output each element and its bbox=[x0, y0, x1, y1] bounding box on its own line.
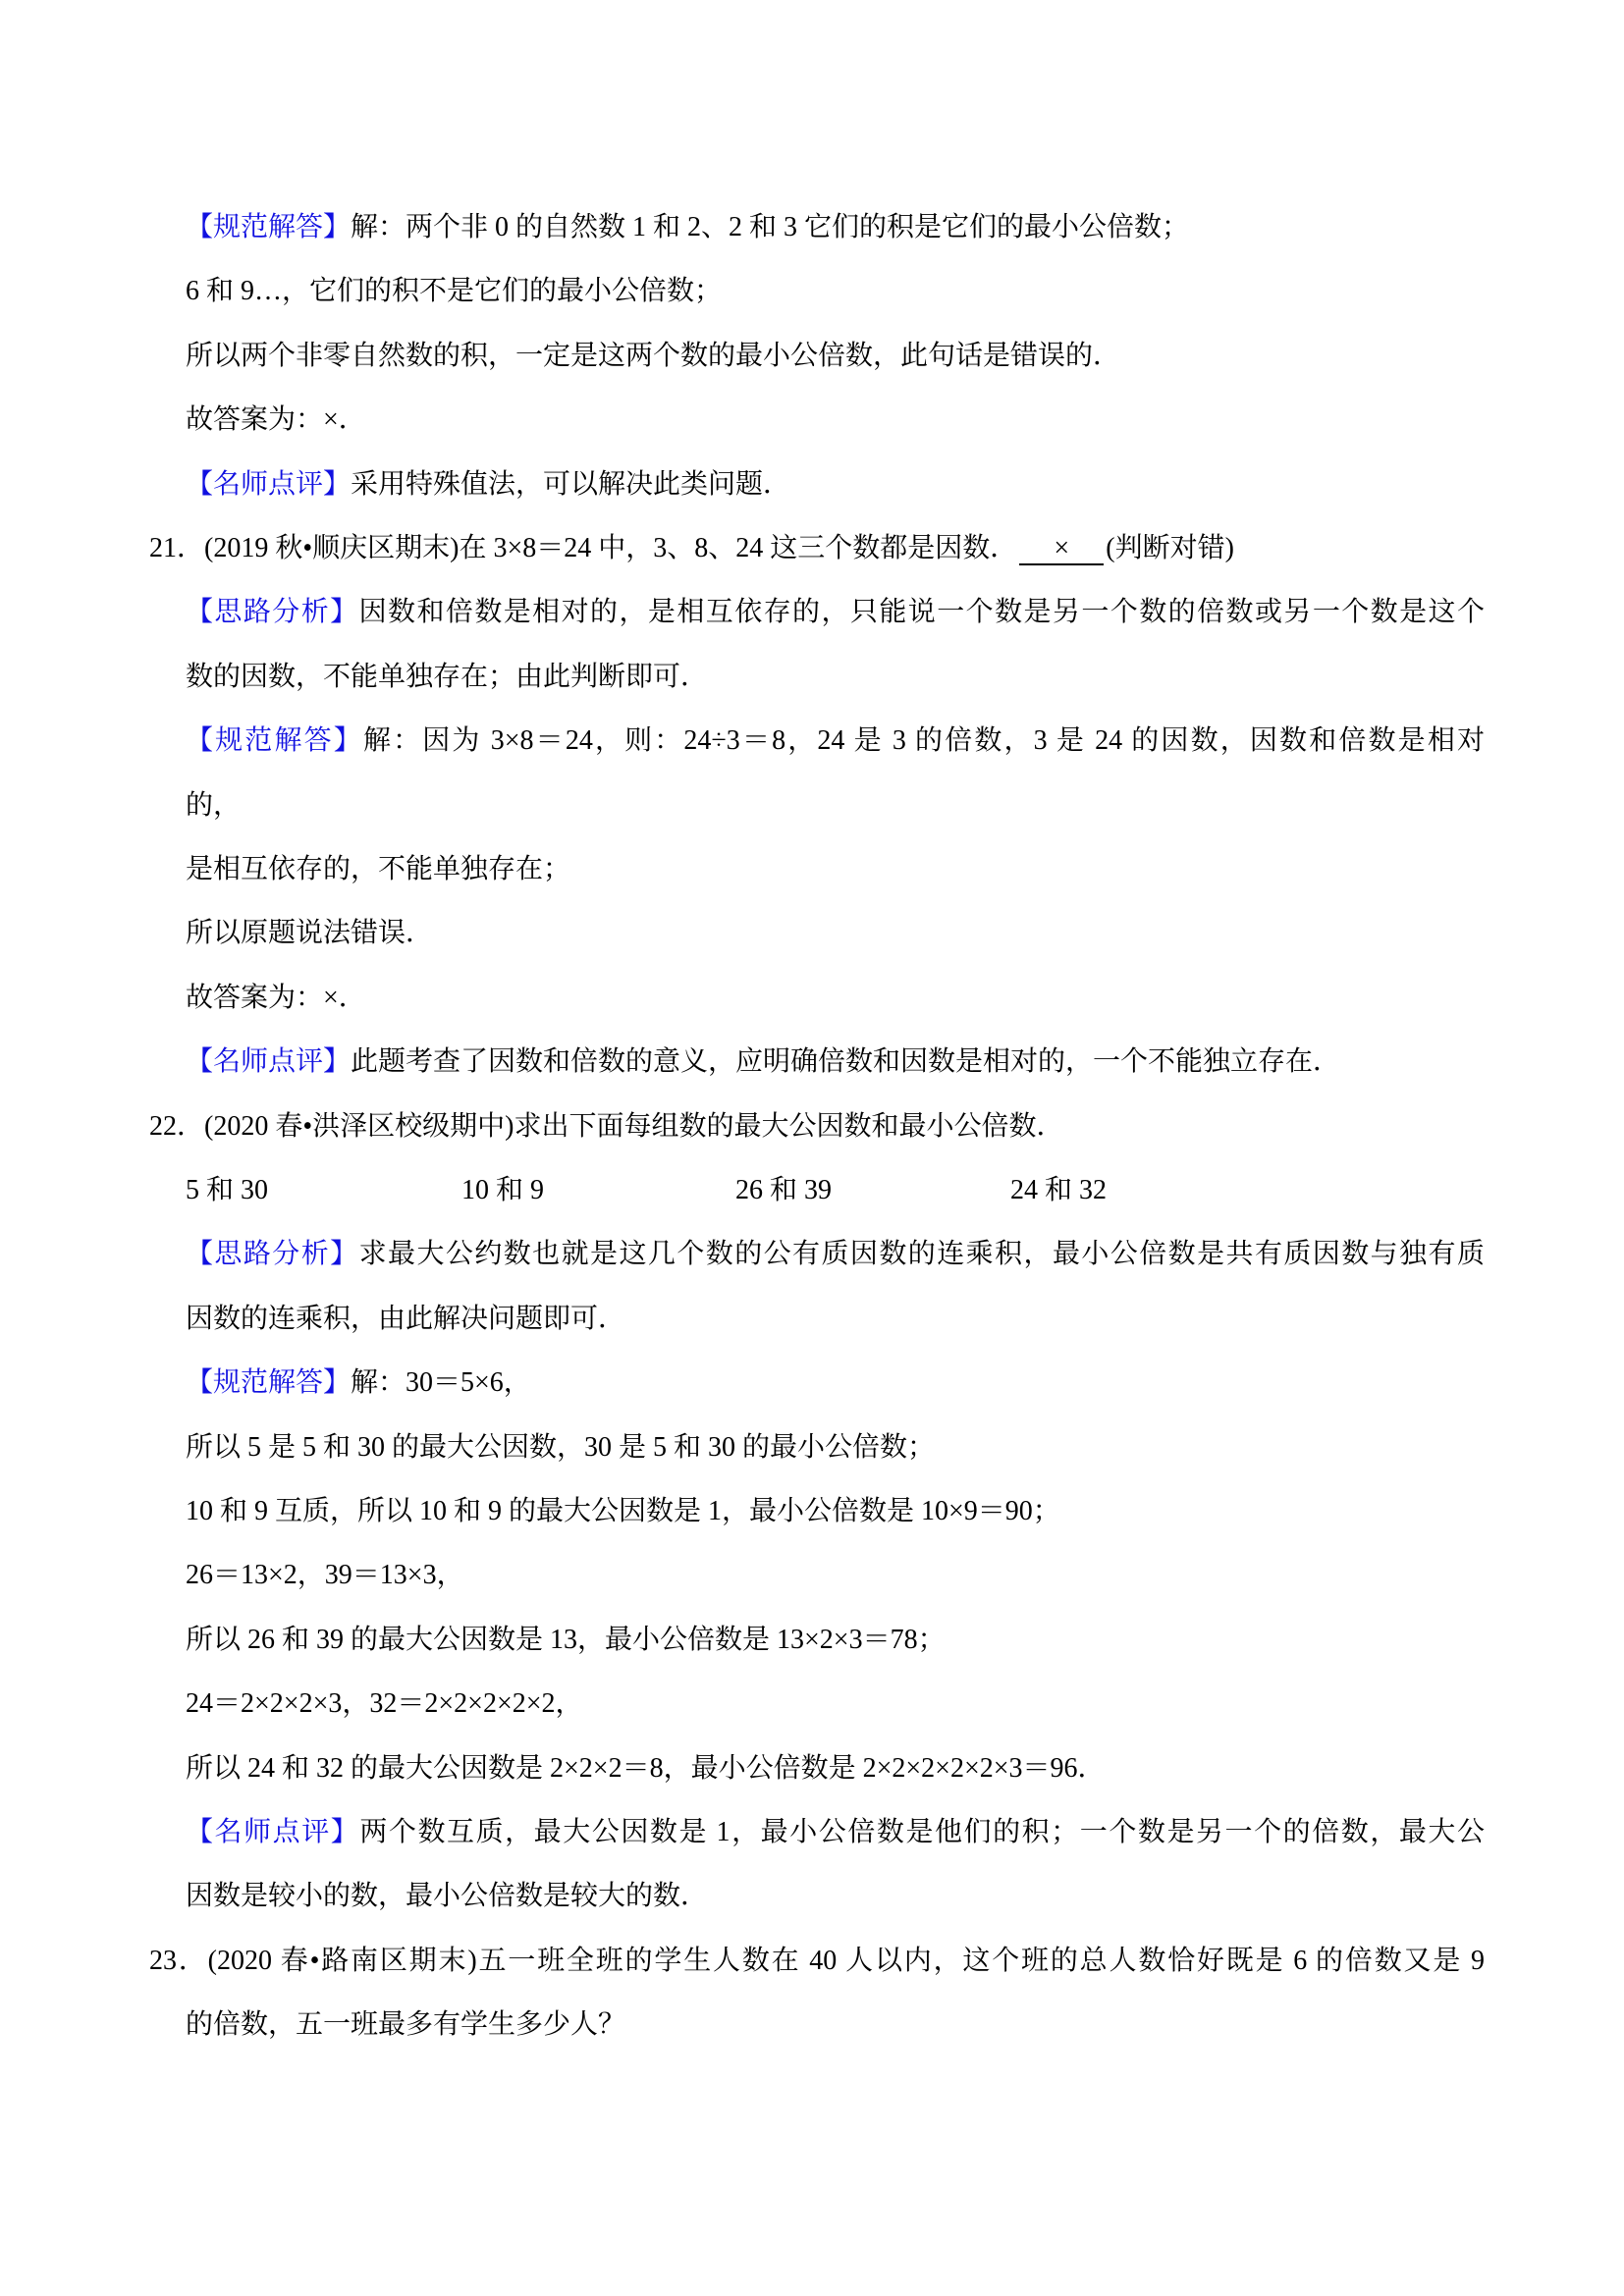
text-line: 10 和 9 互质，所以 10 和 9 的最大公因数是 1，最小公倍数是 10×9＝90； bbox=[186, 1496, 1060, 1526]
number-group: 24 和 32 bbox=[1010, 1175, 1108, 1205]
question-21 bbox=[149, 516, 1485, 581]
number-group: 10 和 9 bbox=[461, 1175, 545, 1205]
text-line: 的， bbox=[186, 789, 242, 821]
text: 因数和倍数是相对的，是相互依存的，只能说一个数是另一个数的倍数或另一个数是这个 bbox=[358, 597, 1485, 628]
question-23 bbox=[149, 1929, 1485, 1994]
analysis-label: 【思路分析】 bbox=[186, 597, 359, 628]
question-number: 22． bbox=[149, 1110, 205, 1142]
question-suffix: (判断对错) bbox=[1106, 533, 1234, 563]
text-line: 故答案为：×． bbox=[186, 982, 366, 1013]
text-line: 24＝2×2×2×3，32＝2×2×2×2×2， bbox=[186, 1688, 583, 1720]
question-stem: (2019 秋•顺庆区期末)在 3×8＝24 中，3、8、24 这三个数都是因数． bbox=[204, 533, 1018, 563]
text: 解：两个非 0 的自然数 1 和 2、2 和 3 它们的积是它们的最小公倍数； bbox=[351, 212, 1190, 242]
answer-line bbox=[186, 709, 1485, 774]
text-line: 是相互依存的，不能单独存在； bbox=[186, 854, 571, 884]
text: 采用特殊值法，可以解决此类问题． bbox=[351, 468, 791, 500]
text-line: 所以 24 和 32 的最大公因数是 2×2×2＝8，最小公倍数是 2×2×2×2×2×3＝96． bbox=[186, 1752, 1106, 1784]
comment-line bbox=[186, 1800, 1485, 1865]
number-group: 26 和 39 bbox=[735, 1175, 833, 1205]
text-line: 6 和 9…，它们的积不是它们的最小公倍数； bbox=[186, 276, 723, 307]
analysis-line bbox=[186, 580, 1485, 645]
text-line: 所以 26 和 39 的最大公因数是 13，最小公倍数是 13×2×3＝78； bbox=[186, 1624, 946, 1655]
question-stem: (2020 春•洪泽区校级期中)求出下面每组数的最大公因数和最小公倍数． bbox=[204, 1110, 1064, 1142]
text: 解：30＝5×6， bbox=[351, 1367, 531, 1399]
answer-label: 【规范解答】 bbox=[186, 212, 352, 242]
text: 两个数互质，最大公因数是 1，最小公倍数是他们的积；一个数是另一个的倍数，最大公 bbox=[359, 1817, 1485, 1847]
comment-label: 【名师点评】 bbox=[186, 1046, 352, 1078]
text: 此题考查了因数和倍数的意义，应明确倍数和因数是相对的，一个不能独立存在． bbox=[351, 1046, 1341, 1078]
text-line: 所以原题说法错误． bbox=[186, 918, 434, 949]
text-line: 因数的连乘积，由此解决问题即可． bbox=[186, 1303, 626, 1334]
text-line: 所以两个非零自然数的积，一定是这两个数的最小公倍数，此句话是错误的． bbox=[186, 340, 1121, 371]
question-stem: (2020 春•路南区期末)五一班全班的学生人数在 40 人以内，这个班的总人数恰好既是 6 的倍数又是 9 bbox=[207, 1945, 1485, 1976]
answer-blank: × bbox=[1019, 534, 1104, 565]
comment-line bbox=[186, 1030, 1485, 1095]
comment-label: 【名师点评】 bbox=[186, 1817, 360, 1847]
answer-label: 【规范解答】 bbox=[186, 725, 363, 757]
analysis-label: 【思路分析】 bbox=[186, 1239, 359, 1270]
question-number: 21． bbox=[149, 533, 205, 563]
answer-label: 【规范解答】 bbox=[186, 1367, 352, 1399]
comment-label: 【名师点评】 bbox=[186, 468, 352, 500]
text: 解：因为 3×8＝24，则：24÷3＝8，24 是 3 的倍数，3 是 24 的因数，因数和倍数是相对 bbox=[362, 725, 1485, 757]
text-line: 26＝13×2，39＝13×3， bbox=[186, 1560, 464, 1591]
comment-line bbox=[186, 453, 1485, 517]
text-line: 数的因数，不能单独存在；由此判断即可． bbox=[186, 661, 709, 692]
text-line: 的倍数，五一班最多有学生多少人？ bbox=[186, 2009, 626, 2041]
answer-line bbox=[186, 1351, 1485, 1415]
answer-line bbox=[186, 195, 1485, 260]
question-number: 23． bbox=[149, 1945, 208, 1976]
number-groups bbox=[186, 1158, 1485, 1223]
text-line: 所以 5 是 5 和 30 的最大公因数，30 是 5 和 30 的最小公倍数； bbox=[186, 1431, 936, 1463]
text-line: 因数是较小的数，最小公倍数是较大的数． bbox=[186, 1881, 709, 1912]
question-22 bbox=[149, 1095, 1485, 1159]
analysis-line bbox=[186, 1222, 1485, 1287]
text-line: 故答案为：×． bbox=[186, 404, 366, 436]
number-group: 5 和 30 bbox=[186, 1175, 269, 1205]
text: 求最大公约数也就是这几个数的公有质因数的连乘积，最小公倍数是共有质因数与独有质 bbox=[358, 1239, 1485, 1270]
